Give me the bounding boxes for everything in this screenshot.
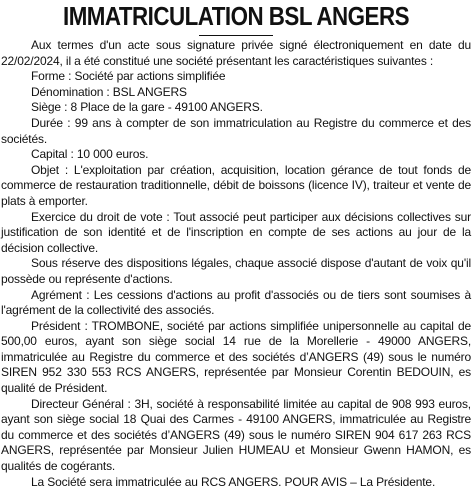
capital-line: Capital : 10 000 euros. [31, 147, 149, 162]
objet-paragraph: Objet : L'exploitation par création, acquisition, location gérance de tout fonds de commerce de restauration traditionnelle, débit de boissons (licence IV), traiteur et vente de plats à emporter. [1, 162, 471, 208]
reserve-paragraph: Sous réserve des dispositions légales, chaque associé dispose d'autant de voix qu'il possède ou représente d'actions. [1, 256, 471, 286]
forme-line: Forme : Société par actions simplifiée [31, 69, 226, 84]
agrement-paragraph: Agrément : Les cessions d'actions au profit d'associés ou de tiers sont soumises à l'agrément de la collectivité des associés. [1, 287, 471, 318]
notice-title: IMMATRICULATION BSL ANGERS [63, 1, 409, 31]
denomination-line: Dénomination : BSL ANGERS [31, 84, 187, 99]
president-paragraph: Président : TROMBONE, société par actions simplifiée unipersonnelle au capital de 500,00 euros, ayant son siège social 14 rue de la Morellerie - 49000 ANGERS, immatriculée au Registre du commerce et des sociétés d’ANGERS (49) sous le numéro SIREN 952 330 553 RCS ANGERS, représentée par Monsieur Corentin BEDOUIN, es qualité de Président. [1, 318, 471, 396]
siege-line: Siège : 8 Place de la gare - 49100 ANGERS. [31, 100, 263, 115]
closing-line: La Société sera immatriculée au RCS ANGERS. POUR AVIS – La Présidente. [31, 474, 436, 489]
title-divider [199, 35, 273, 36]
intro-paragraph: Aux termes d'un acte sous signature privée signé électroniquement en date du 22/02/2024, il a été constitué une société présentant les caractéristiques suivantes : [1, 38, 471, 68]
vote-paragraph: Exercice du droit de vote : Tout associé peut participer aux décisions collectives sur justification de son identité et de l'inscription en compte de ses actions au jour de la décision collective. [1, 209, 471, 255]
directeur-paragraph: Directeur Général : 3H, société à responsabilité limitée au capital de 908 993 euros, ayant son siège social 18 Quai des Carmes - 49100 ANGERS, immatriculée au Registre du commerce et des sociétés d’ANGERS (49) sous le numéro SIREN 904 617 263 RCS ANGERS, représentée par Monsieur Julien HUMEAU et Monsieur Gwenn HAMON, es qualités de cogérants. [1, 396, 471, 474]
duree-paragraph: Durée : 99 ans à compter de son immatriculation au Registre du commerce et des sociétés. [1, 115, 471, 146]
notice-body [1, 38, 471, 490]
